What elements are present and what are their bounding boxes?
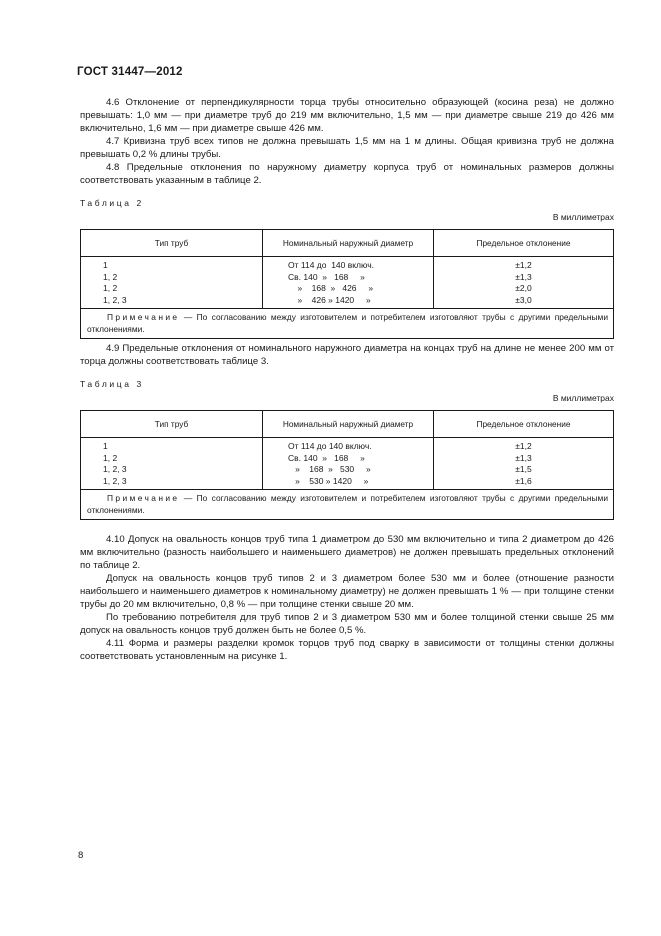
table-cell: 1, 2 <box>103 283 118 293</box>
paragraph-4-11: 4.11 Форма и размеры разделки кромок торцов труб под сварку в зависимости от толщины стенки должны соответствовать установленным на рисунке 1. <box>80 638 614 662</box>
table-cell: ±1,2 <box>515 260 532 270</box>
table-body <box>81 438 614 490</box>
paragraph-4-10-customer: По требованию потребителя для труб типов 2 и 3 диаметром 530 мм и более толщиной стенки свыше 25 мм допуск на овальность концов труб должен быть не более 0,5 %. <box>80 612 614 636</box>
table-3-units: В миллиметрах <box>552 393 614 403</box>
table-2-units: В миллиметрах <box>552 212 614 222</box>
table-cell: Св. 140 » 168 » <box>288 271 365 282</box>
table-cell: 1, 2, 3 <box>103 475 127 486</box>
paragraph-4-6: 4.6 Отклонение от перпендикулярности торца трубы относительно образующей (косина реза) не должно превышать: 1,0 мм — при диаметре труб до 219 мм включительно, 1,5 мм — при диаметре свыше 219 до 426 мм включительно, 1,6 мм — при диаметре свыше 426 мм. <box>80 97 614 134</box>
table-3-caption: Таблица 3 <box>80 379 144 389</box>
table-cell: От 114 до 140 включ. <box>288 441 372 451</box>
table-cell: 1, 2 <box>103 452 118 463</box>
document-header: ГОСТ 31447—2012 <box>77 66 183 78</box>
column-header-limit-deviation: Предельное отклонение <box>434 411 614 438</box>
paragraph-4-10: 4.10 Допуск на овальность концов труб типа 1 диаметром до 530 мм включительно и типа 2 диаметром до 426 мм включительно (разность наибольшего и наименьшего диаметров) не должен превышать предельных отклонений по таблице 2. <box>80 534 614 571</box>
table-cell: 1, 2 <box>103 271 118 282</box>
table-cell: ±1,6 <box>515 475 532 486</box>
paragraph-4-7: 4.7 Кривизна труб всех типов не должна превышать 1,5 мм на 1 м длины. Общая кривизна труб не должна превышать 0,2 % длины трубы. <box>80 136 614 160</box>
column-header-nominal-diameter: Номинальный наружный диаметр <box>263 411 434 438</box>
paragraph-4-9: 4.9 Предельные отклонения от номинального наружного диаметра на концах труб на длине не менее 200 мм от торца должны соответствовать таблице 3. <box>80 343 614 367</box>
column-header-pipe-type: Тип труб <box>81 230 263 257</box>
note-text: — По согласованию между изготовителем и потребителем изготовляют трубы с другими предельными отклонениями. <box>87 493 608 515</box>
table-3-note <box>81 490 614 520</box>
table-cell: ±1,2 <box>515 441 532 451</box>
paragraph-4-10-ovality: Допуск на овальность концов труб типов 2 и 3 диаметром более 530 мм и более (отношение разности наибольшего и наименьшего диаметров к номинальному диаметру) не должен превышать 1 % — при толщине стенки трубы до 20 мм включительно, 0,8 % — при толщине стенки свыше 20 мм. <box>80 573 614 610</box>
table-cell: » 426 » 1420 » <box>288 294 371 305</box>
table-cell: Св. 140 » 168 » <box>288 452 365 463</box>
table-2-note <box>81 309 614 339</box>
page-number: 8 <box>78 850 84 861</box>
column-header-pipe-type: Тип труб <box>81 411 263 438</box>
table-cell: 1 <box>103 260 108 270</box>
note-text: — По согласованию между изготовителем и потребителем изготовляют трубы с другими предельными отклонениями. <box>87 312 608 334</box>
note-label: Примечание <box>107 312 180 322</box>
table-cell: 1, 2, 3 <box>103 294 127 305</box>
table-2 <box>80 229 614 339</box>
table-cell: » 168 » 426 » <box>288 283 374 293</box>
table-3 <box>80 410 614 520</box>
table-cell: » 168 » 530 » <box>288 464 371 474</box>
table-body <box>81 257 614 309</box>
paragraph-4-8: 4.8 Предельные отклонения по наружному диаметру корпуса труб от номинальных размеров должны соответствовать указанным в таблице 2. <box>80 162 614 186</box>
table-cell: ±1,3 <box>515 452 532 463</box>
table-cell: ±1,3 <box>515 271 532 282</box>
table-cell: ±1,5 <box>515 464 532 474</box>
note-label: Примечание <box>107 493 180 503</box>
table-cell: 1, 2, 3 <box>103 464 127 474</box>
column-header-nominal-diameter: Номинальный наружный диаметр <box>263 230 434 257</box>
table-2-caption: Таблица 2 <box>80 198 144 208</box>
table-cell: ±3,0 <box>515 294 532 305</box>
table-cell: ±2,0 <box>515 283 532 293</box>
column-header-limit-deviation: Предельное отклонение <box>434 230 614 257</box>
table-cell: От 114 до 140 включ. <box>288 260 375 270</box>
table-cell: » 530 » 1420 » <box>288 475 369 486</box>
table-cell: 1 <box>103 441 108 451</box>
